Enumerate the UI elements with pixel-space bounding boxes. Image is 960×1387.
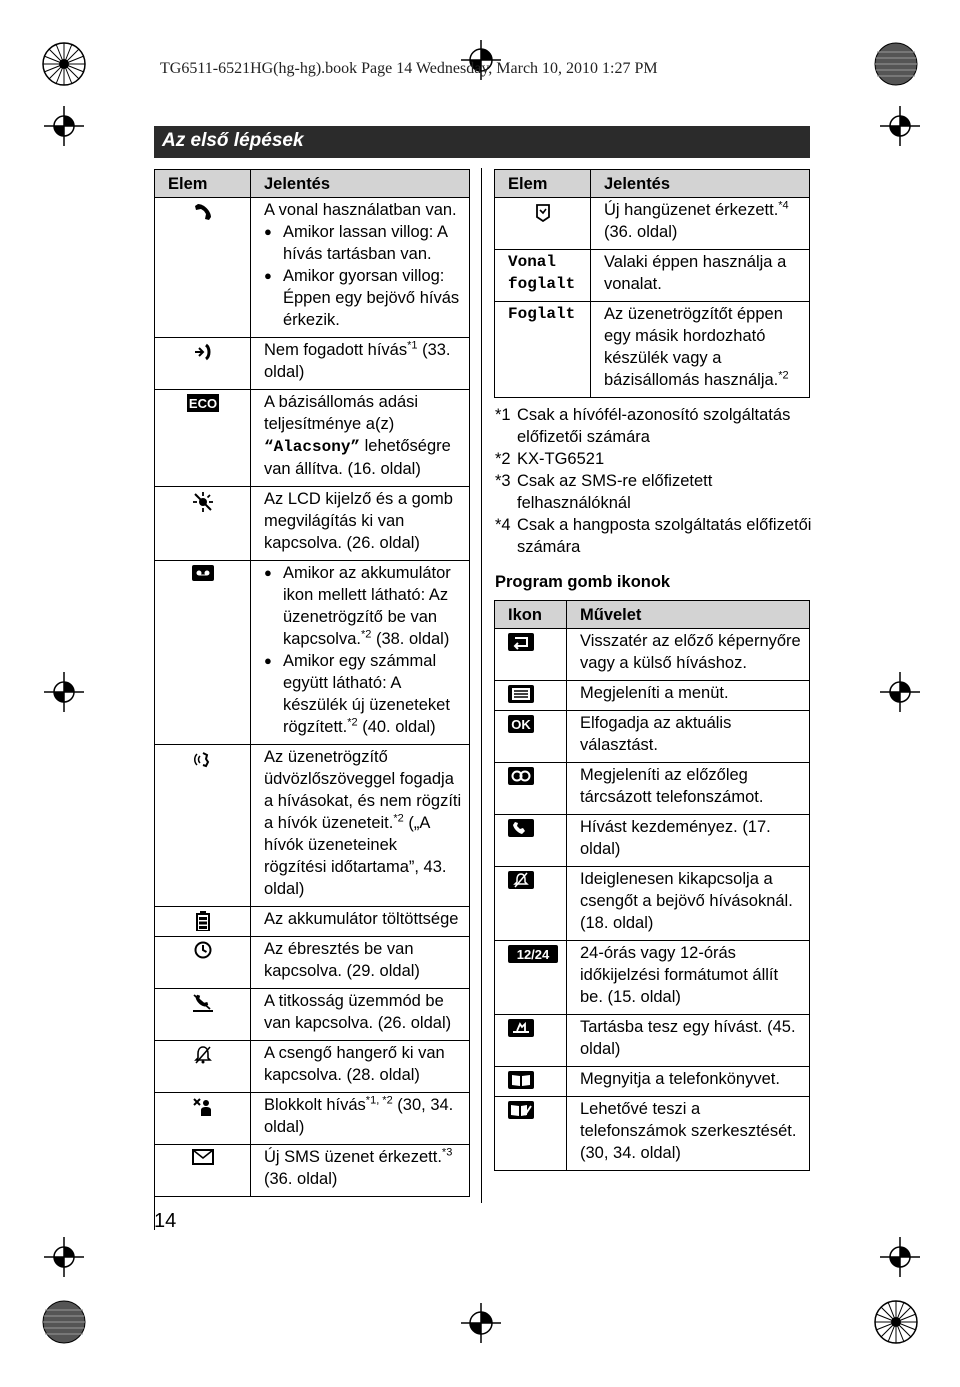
icon-cell (495, 1015, 567, 1067)
ringer-off-icon (193, 1045, 213, 1065)
meaning-text: A bázisállomás adási teljesítménye a(z) “Alacsony” lehetőségre van állítva. (16. oldal) (264, 393, 451, 478)
meaning-text: A csengő hangerő ki van kapcsolva. (28. oldal) (264, 1044, 445, 1084)
column-header-icon: Ikon (495, 601, 567, 629)
section-title: Az első lépések (154, 126, 810, 158)
table-row (495, 629, 810, 681)
meaning-text: Új hangüzenet érkezett.$^{*4}$ (36. oldal) (604, 199, 789, 241)
hold-icon (508, 1019, 534, 1037)
bullet-item: ● Amikor lassan villog: A hívás tartásban van. (264, 221, 463, 265)
table-row (155, 989, 470, 1041)
table-row (155, 487, 470, 561)
voicemail-icon (534, 202, 552, 222)
column-header-elem: Elem (155, 170, 251, 198)
meaning-text: Új SMS üzenet érkezett.$^{*3}$ (36. oldal) (264, 1146, 453, 1188)
clock-format-icon (508, 945, 558, 963)
table-row (155, 745, 470, 907)
icon-cell (495, 629, 567, 681)
meaning-text: Az ébresztés be van kapcsolva. (29. oldal) (264, 940, 420, 980)
privacy-mode-icon (192, 993, 214, 1013)
crosshair-mark-middle-left (44, 672, 84, 717)
program-keys-title: Program gomb ikonok (495, 573, 671, 591)
icon-cell (155, 937, 251, 989)
table-row (155, 907, 470, 937)
meaning-cell (251, 390, 470, 487)
sms-envelope-icon (192, 1149, 214, 1165)
meaning-cell (591, 250, 810, 302)
battery-icon (196, 911, 210, 931)
column-divider (481, 168, 482, 1203)
svg-text:ECO: ECO (188, 396, 217, 411)
phonebook-icon (508, 1071, 534, 1089)
meaning-cell (251, 1041, 470, 1093)
registration-mark-bottom-center (461, 1303, 501, 1348)
action-cell: Megjeleníti a menüt. (567, 681, 810, 711)
action-cell: Tartásba tesz egy hívást. (45. oldal) (567, 1015, 810, 1067)
crosshair-mark-lower-right (880, 1237, 920, 1282)
action-cell: 24-órás vagy 12-órás időkijelzési formátumot állít be. (15. oldal) (567, 941, 810, 1015)
line-in-use-icon (193, 202, 213, 222)
registration-mark-top-left (42, 42, 86, 91)
menu-icon (508, 685, 534, 703)
bullet-item: ● Amikor gyorsan villog: Éppen egy bejövő hívás érkezik. (264, 265, 463, 331)
icon-cell (495, 1097, 567, 1171)
action-cell: Lehetővé teszi a telefonszámok szerkesztését. (30, 34. oldal) (567, 1097, 810, 1171)
table-header-row (155, 170, 470, 198)
meaning-cell (251, 937, 470, 989)
icon-cell (155, 561, 251, 745)
bullet-item: ● Amikor egy számmal együtt látható: A készülék új üzeneteket rögzített.$^{*2}$ (40. oldal) (264, 650, 463, 738)
icon-cell (495, 867, 567, 941)
table-row (495, 1015, 810, 1067)
registration-mark-bottom-right (874, 1300, 918, 1349)
action-cell: Ideiglenesen kikapcsolja a csengőt a bejövő hívásoknál. (18. oldal) (567, 867, 810, 941)
table-row (495, 198, 810, 250)
footnote: *3 Csak az SMS-re előfizetett felhasználóknál (495, 472, 713, 512)
display-icons-table (154, 169, 470, 1197)
table-row (495, 941, 810, 1015)
table-row (155, 1041, 470, 1093)
footnotes (495, 404, 825, 558)
registration-mark-top-right (874, 42, 918, 91)
meaning-text: Nem fogadott hívás$^{*1}$ (33. oldal) (264, 339, 451, 381)
page-number: 14 (154, 1210, 177, 1232)
meaning-cell (251, 561, 470, 745)
talk-icon (508, 819, 534, 837)
registration-mark-bottom-left (42, 1300, 86, 1349)
table-row (155, 937, 470, 989)
table-row (495, 302, 810, 398)
icon-cell (155, 338, 251, 390)
icon-cell (495, 763, 567, 815)
table-header-row (495, 170, 810, 198)
icon-cell (155, 989, 251, 1041)
icon-cell (155, 745, 251, 907)
display-code: Vonal foglalt (508, 253, 576, 293)
meaning-cell (251, 487, 470, 561)
redial-icon (508, 767, 534, 785)
table-row (155, 338, 470, 390)
icon-cell (495, 198, 591, 250)
meaning-text: Az üzenetrögzítőt éppen egy másik hordozható készülék vagy a bázisállomás használja.$^{*2}$ (604, 305, 789, 389)
icon-cell (495, 681, 567, 711)
icon-cell (155, 1145, 251, 1197)
icon-cell (495, 941, 567, 1015)
icon-cell (155, 1041, 251, 1093)
meaning-text: Az akkumulátor töltöttsége (264, 910, 459, 928)
action-cell: Elfogadja az aktuális választást. (567, 711, 810, 763)
clock-format-label: 12/24 (516, 947, 550, 962)
action-cell: Hívást kezdeményez. (17. oldal) (567, 815, 810, 867)
display-items-table-continued (494, 169, 810, 398)
meaning-text: A vonal használatban van. (264, 201, 457, 219)
column-header-action: Művelet (567, 601, 810, 629)
answering-machine-icon (192, 565, 214, 581)
bullet-item: ● Amikor az akkumulátor ikon mellett látható: Az üzenetrögzítő be van kapcsolva.$^{*2}$ (38. oldal) (264, 562, 463, 650)
meaning-text: Az LCD kijelző és a gomb megvilágítás ki van kapcsolva. (26. oldal) (264, 490, 453, 552)
meaning-cell (591, 302, 810, 398)
backlight-off-icon (192, 491, 214, 513)
meaning-cell (251, 1093, 470, 1145)
display-code: Foglalt (508, 305, 576, 323)
table-row (495, 763, 810, 815)
crosshair-mark-upper-right (880, 106, 920, 151)
print-header: TG6511-6521HG(hg-hg).book Page 14 Wednesday, March 10, 2010 1:27 PM (160, 60, 658, 77)
meaning-text: A titkosság üzemmód be van kapcsolva. (26. oldal) (264, 992, 452, 1032)
action-cell: Megjeleníti az előzőleg tárcsázott telefonszámot. (567, 763, 810, 815)
icon-cell (495, 711, 567, 763)
table-row (495, 681, 810, 711)
program-keys-table (494, 600, 810, 1171)
column-header-elem: Elem (495, 170, 591, 198)
call-block-icon (193, 1097, 213, 1117)
meaning-cell (251, 907, 470, 937)
alarm-clock-icon (194, 941, 212, 959)
meaning-text: Az üzenetrögzítő üdvözlőszöveggel fogadja a hívásokat, és nem rögzíti a hívók üzeneteit.$^{*2}$ („A hívók üzeneteinek rögzítési időtartama”, 43. oldal) (264, 748, 462, 898)
table-row (155, 1093, 470, 1145)
meaning-cell (251, 745, 470, 907)
table-row (495, 250, 810, 302)
ok-icon (508, 715, 534, 733)
mute-ringer-icon (508, 871, 534, 889)
icon-cell (155, 907, 251, 937)
meaning-cell (251, 198, 470, 338)
table-row (495, 867, 810, 941)
table-header-row (495, 601, 810, 629)
meaning-cell (591, 198, 810, 250)
code-cell (495, 302, 591, 398)
icon-cell (155, 1093, 251, 1145)
icon-cell (155, 198, 251, 338)
table-row (155, 561, 470, 745)
icon-cell (495, 815, 567, 867)
crosshair-mark-lower-left (44, 1237, 84, 1282)
table-row (155, 1145, 470, 1197)
footnote: *2 KX-TG6521 (495, 450, 605, 468)
footnote: *4 Csak a hangposta szolgáltatás előfizetői számára (495, 516, 812, 556)
table-row (495, 711, 810, 763)
phonebook-edit-icon (508, 1101, 534, 1119)
table-row (495, 815, 810, 867)
action-cell: Visszatér az előző képernyőre vagy a külső híváshoz. (567, 629, 810, 681)
svg-text:OK: OK (511, 717, 531, 732)
crosshair-mark-middle-right (880, 672, 920, 717)
column-header-meaning: Jelentés (591, 170, 810, 198)
eco-icon (187, 394, 219, 412)
footnote: *1 Csak a hívófél-azonosító szolgáltatás előfizetői számára (495, 406, 791, 446)
table-row (495, 1067, 810, 1097)
table-row (155, 390, 470, 487)
table-row (155, 198, 470, 338)
meaning-cell (251, 338, 470, 390)
column-header-meaning: Jelentés (251, 170, 470, 198)
meaning-cell (251, 989, 470, 1041)
greeting-only-icon (193, 749, 213, 769)
meaning-text: Valaki éppen használja a vonalat. (604, 253, 787, 293)
action-cell: Megnyitja a telefonkönyvet. (567, 1067, 810, 1097)
back-icon (508, 633, 534, 651)
icon-cell (155, 487, 251, 561)
icon-cell (495, 1067, 567, 1097)
crosshair-mark-upper-left (44, 106, 84, 151)
meaning-text: Blokkolt hívás$^{*1, *2}$ (30, 34. oldal) (264, 1094, 454, 1136)
meaning-cell (251, 1145, 470, 1197)
table-row (495, 1097, 810, 1171)
missed-call-icon (193, 342, 213, 362)
code-cell (495, 250, 591, 302)
icon-cell (155, 390, 251, 487)
